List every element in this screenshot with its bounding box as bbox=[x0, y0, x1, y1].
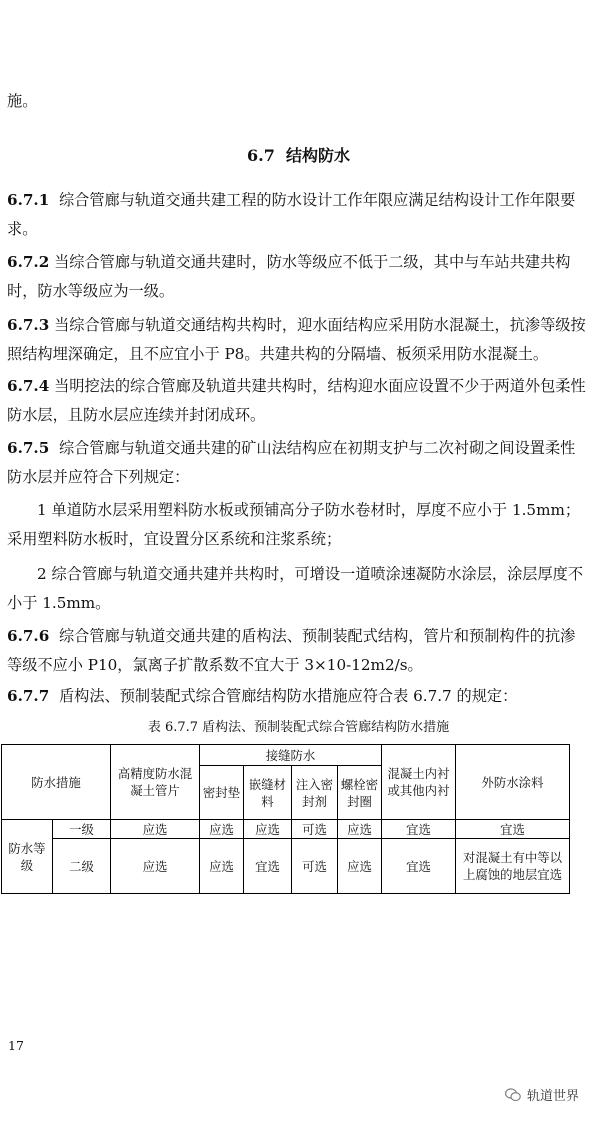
header-joint-col: 密封垫 bbox=[200, 766, 244, 820]
clause-number: 6.7.2 bbox=[7, 253, 50, 271]
clause-6-7-2 bbox=[7, 248, 590, 306]
table-cell: 应选 bbox=[111, 820, 200, 839]
text-fragment: 施。 bbox=[7, 92, 38, 110]
clause-6-7-1 bbox=[7, 186, 590, 244]
watermark bbox=[505, 1085, 579, 1104]
clause-6-7-4 bbox=[7, 372, 590, 430]
table-caption: 表 6.7.7 盾构法、预制装配式综合管廊结构防水措施 bbox=[147, 720, 450, 735]
table-cell: 宜选 bbox=[244, 839, 292, 894]
watermark-text: 轨道世界 bbox=[527, 1089, 580, 1104]
clause-6-7-7 bbox=[7, 682, 590, 711]
table-cell: 对混凝土有中等以上腐蚀的地层宜选 bbox=[456, 839, 570, 894]
header-lining: 混凝土内衬或其他内衬 bbox=[382, 745, 456, 820]
clause-number: 6.7.7 bbox=[7, 687, 50, 705]
clause-text: 2 综合管廊与轨道交通共建并共构时，可增设一道喷涂速凝防水涂层，涂层厚度不小于 1.5mm。 bbox=[7, 565, 584, 612]
clause-6-7-3 bbox=[7, 311, 590, 369]
table-cell: 宜选 bbox=[382, 820, 456, 839]
clause-6-7-6 bbox=[7, 622, 590, 680]
section-number: 6.7 bbox=[247, 146, 275, 165]
table-cell: 应选 bbox=[200, 820, 244, 839]
grade-label: 防水等级 bbox=[2, 820, 53, 894]
clause-text: 综合管廊与轨道交通共建的盾构法、预制装配式结构，管片和预制构件的抗渗等级不应小 P10，氯离子扩散系数不宜大于 3×10-12m2/s。 bbox=[7, 627, 576, 674]
clause-number: 6.7.1 bbox=[7, 191, 50, 209]
clause-number: 6.7.5 bbox=[7, 439, 50, 457]
header-coating: 外防水涂料 bbox=[456, 745, 570, 820]
header-joint-col: 螺栓密封圈 bbox=[338, 766, 382, 820]
header-joint-col: 注入密封剂 bbox=[292, 766, 338, 820]
table-cell: 应选 bbox=[338, 820, 382, 839]
table-cell: 应选 bbox=[244, 820, 292, 839]
table-cell: 应选 bbox=[111, 839, 200, 894]
clause-6-7-5 bbox=[7, 434, 590, 492]
clause-text: 当明挖法的综合管廊及轨道共建共构时，结构迎水面应设置不少于两道外包柔性防水层，且防水层应连续并封闭成环。 bbox=[7, 377, 586, 424]
header-joint-col: 嵌缝材料 bbox=[244, 766, 292, 820]
wechat-icon bbox=[505, 1088, 521, 1102]
table-cell: 可选 bbox=[292, 820, 338, 839]
clause-6-7-5-item-1 bbox=[7, 496, 590, 554]
table-cell: 宜选 bbox=[382, 839, 456, 894]
clause-text: 综合管廊与轨道交通共建的矿山法结构应在初期支护与二次衬砌之间设置柔性防水层并应符合下列规定： bbox=[7, 439, 576, 486]
table-cell: 可选 bbox=[292, 839, 338, 894]
clause-number: 6.7.3 bbox=[7, 316, 50, 334]
table-row bbox=[2, 839, 570, 894]
table-cell: 应选 bbox=[338, 839, 382, 894]
grade-cell: 二级 bbox=[53, 839, 111, 894]
table-row bbox=[2, 820, 570, 839]
page-number: 17 bbox=[8, 1038, 24, 1053]
clause-number: 6.7.6 bbox=[7, 627, 50, 645]
clause-6-7-5-item-2 bbox=[7, 560, 590, 618]
clause-text: 综合管廊与轨道交通共建工程的防水设计工作年限应满足结构设计工作年限要求。 bbox=[7, 191, 576, 238]
clause-text: 当综合管廊与轨道交通共建时，防水等级应不低于二级，其中与车站共建共构时，防水等级应为一级。 bbox=[7, 253, 571, 300]
header-segment: 高精度防水混凝土管片 bbox=[111, 745, 200, 820]
section-heading bbox=[0, 143, 597, 166]
table-cell: 宜选 bbox=[456, 820, 570, 839]
section-title: 结构防水 bbox=[285, 146, 350, 165]
clause-text: 当综合管廊与轨道交通结构共构时，迎水面结构应采用防水混凝土，抗渗等级按照结构埋深确定，且不应宜小于 P8。共建共构的分隔墙、板须采用防水混凝土。 bbox=[7, 316, 586, 363]
header-joint-group: 接缝防水 bbox=[200, 745, 382, 766]
clause-number: 6.7.4 bbox=[7, 377, 50, 395]
grade-cell: 一级 bbox=[53, 820, 111, 839]
clause-text: 1 单道防水层采用塑料防水板或预铺高分子防水卷材时，厚度不应小于 1.5mm；采用塑料防水板时，宜设置分区系统和注浆系统； bbox=[7, 501, 581, 548]
table-cell: 应选 bbox=[200, 839, 244, 894]
waterproofing-measures-table bbox=[1, 744, 570, 894]
header-measure: 防水措施 bbox=[2, 745, 111, 820]
clause-text: 盾构法、预制装配式综合管廊结构防水措施应符合表 6.7.7 的规定： bbox=[58, 687, 518, 705]
